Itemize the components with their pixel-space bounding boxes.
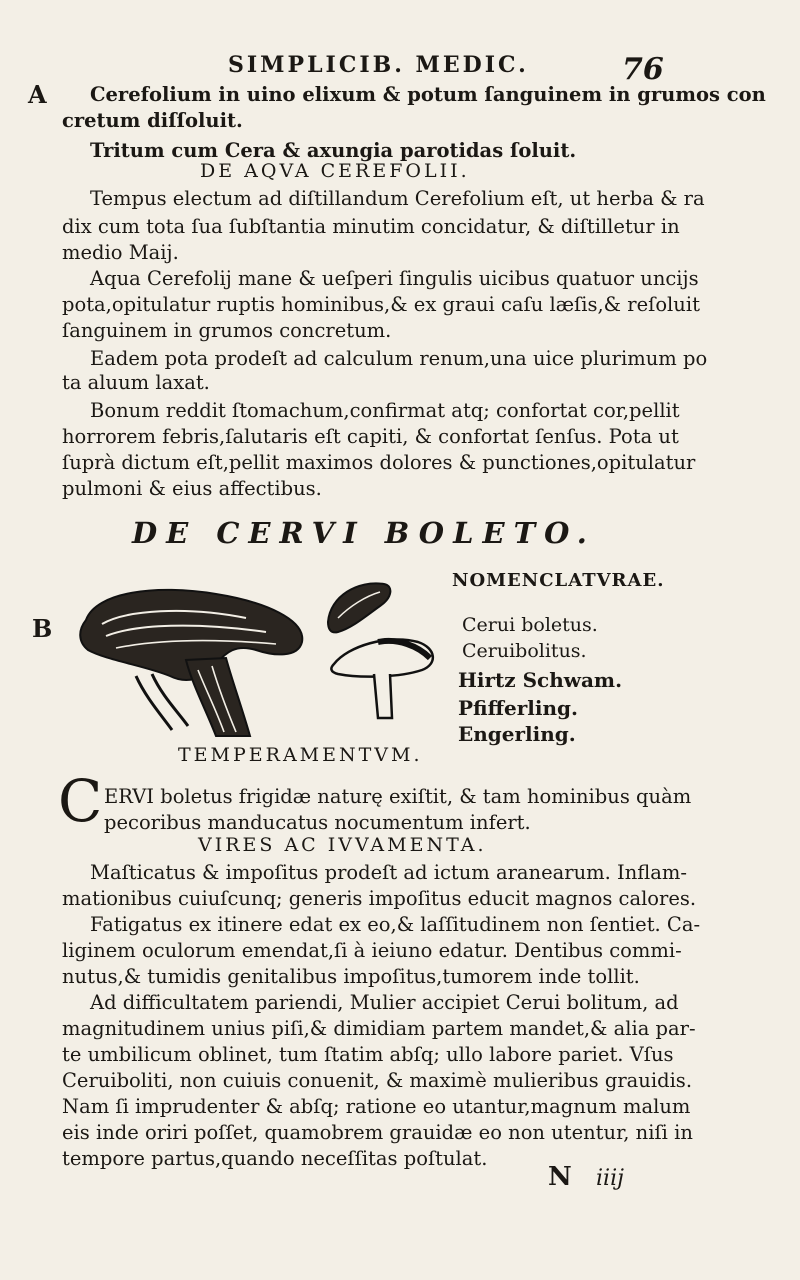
text-line: Fatigatus ex itinere edat ex eo,& laſſitudinem non ſentiet. Ca- — [90, 913, 701, 936]
text-line: mationibus cuiuſcunq; generis impoſitus educit magnos calores. — [62, 887, 697, 910]
margin-letter-b: B — [32, 614, 53, 643]
text-line: ERVI boletus frigidæ naturę exiſtit, & tam hominibus quàm — [104, 785, 692, 808]
heading-aqua-cerefolii: DE AQVA CEREFOLII. — [200, 160, 470, 182]
heading-vires-ac-iuvamenta: VIRES AC IVVAMENTA. — [198, 834, 487, 856]
text-line: pecoribus manducatus nocumentum infert. — [104, 811, 531, 834]
nomenclature-latin: Ceruibolitus. — [462, 640, 587, 662]
mushroom-woodcut-large-icon — [66, 580, 316, 740]
text-line: dix cum tota ſua ſubſtantia minutim concidatur, & diſtilletur in — [62, 215, 680, 238]
signature-mark-number: iiij — [596, 1166, 624, 1191]
text-line: Ad difficultatem pariendi, Mulier accipiet Cerui bolitum, ad — [90, 991, 679, 1014]
folio-number: 76 — [622, 52, 664, 87]
nomenclature-german: Hirtz Schwam. — [458, 668, 623, 692]
heading-temperamentum: TEMPERAMENTVM. — [178, 744, 423, 766]
text-line: nutus,& tumidis genitalibus impoſitus,tumorem inde tollit. — [62, 965, 640, 988]
signature-mark-letter: N — [548, 1162, 572, 1192]
nomenclature-german: Pfifferling. — [458, 696, 578, 720]
margin-letter-a: A — [28, 80, 47, 109]
text-line: Tritum cum Cera & axungia parotidas ſoluit. — [90, 139, 577, 162]
text-line: tempore partus,quando neceſſitas poſtulat. — [62, 1147, 488, 1170]
running-title: SIMPLICIB. MEDIC. — [228, 52, 529, 78]
mushroom-woodcut-small-icon — [318, 576, 444, 724]
heading-de-cervi-boleto: DE CERVI BOLETO. — [132, 516, 596, 550]
text-line: Eadem pota prodeſt ad calculum renum,una uice plurimum po — [90, 347, 708, 370]
text-line: Ceruiboliti, non cuiuis conuenit, & maximè mulieribus grauidis. — [62, 1069, 693, 1092]
text-line: Tempus electum ad diſtillandum Cerefolium eſt, ut herba & ra — [90, 187, 705, 210]
text-line: ſuprà dictum eſt,pellit maximos dolores & punctiones,opitulatur — [62, 451, 696, 474]
nomenclature-german: Engerling. — [458, 722, 576, 746]
text-line: liginem oculorum emendat,ſi à ieiuno edatur. Dentibus commi- — [62, 939, 682, 962]
text-line: te umbilicum oblinet, tum ſtatim abſq; ullo labore pariet. Vſus — [62, 1043, 674, 1066]
text-line: pulmoni & eius affectibus. — [62, 477, 322, 500]
text-line: ta aluum laxat. — [62, 371, 210, 394]
nomenclature-latin: Cerui boletus. — [462, 614, 598, 636]
text-line: Maſticatus & impoſitus prodeſt ad ictum aranearum. Inflam- — [90, 861, 687, 884]
text-line: horrorem febris,ſalutaris eſt capiti, & confortat ſenſus. Pota ut — [62, 425, 679, 448]
text-line: cretum diſſoluit. — [62, 109, 243, 132]
nomenclature-heading: NOMENCLATVRAE. — [452, 570, 665, 591]
text-line: pota,opitulatur ruptis hominibus,& ex graui caſu læſis,& reſoluit — [62, 293, 700, 316]
text-line: eis inde oriri poſſet, quamobrem grauidæ eo non utentur, niſi in — [62, 1121, 693, 1144]
text-line: ſanguinem in grumos concretum. — [62, 319, 392, 342]
text-line: Bonum reddit ſtomachum,confirmat atq; confortat cor,pellit — [90, 399, 680, 422]
drop-cap: C — [58, 767, 103, 835]
text-line: magnitudinem unius piſi,& dimidiam partem mandet,& alia par- — [62, 1017, 696, 1040]
text-line: Nam ſi imprudenter & abſq; ratione eo utantur,magnum malum — [62, 1095, 691, 1118]
text-line: medio Maij. — [62, 241, 179, 264]
text-line: Cerefolium in uino elixum & potum ſanguinem in grumos con — [90, 83, 766, 106]
text-line: Aqua Cerefolij mane & ueſperi ſingulis uicibus quatuor uncijs — [90, 267, 699, 290]
